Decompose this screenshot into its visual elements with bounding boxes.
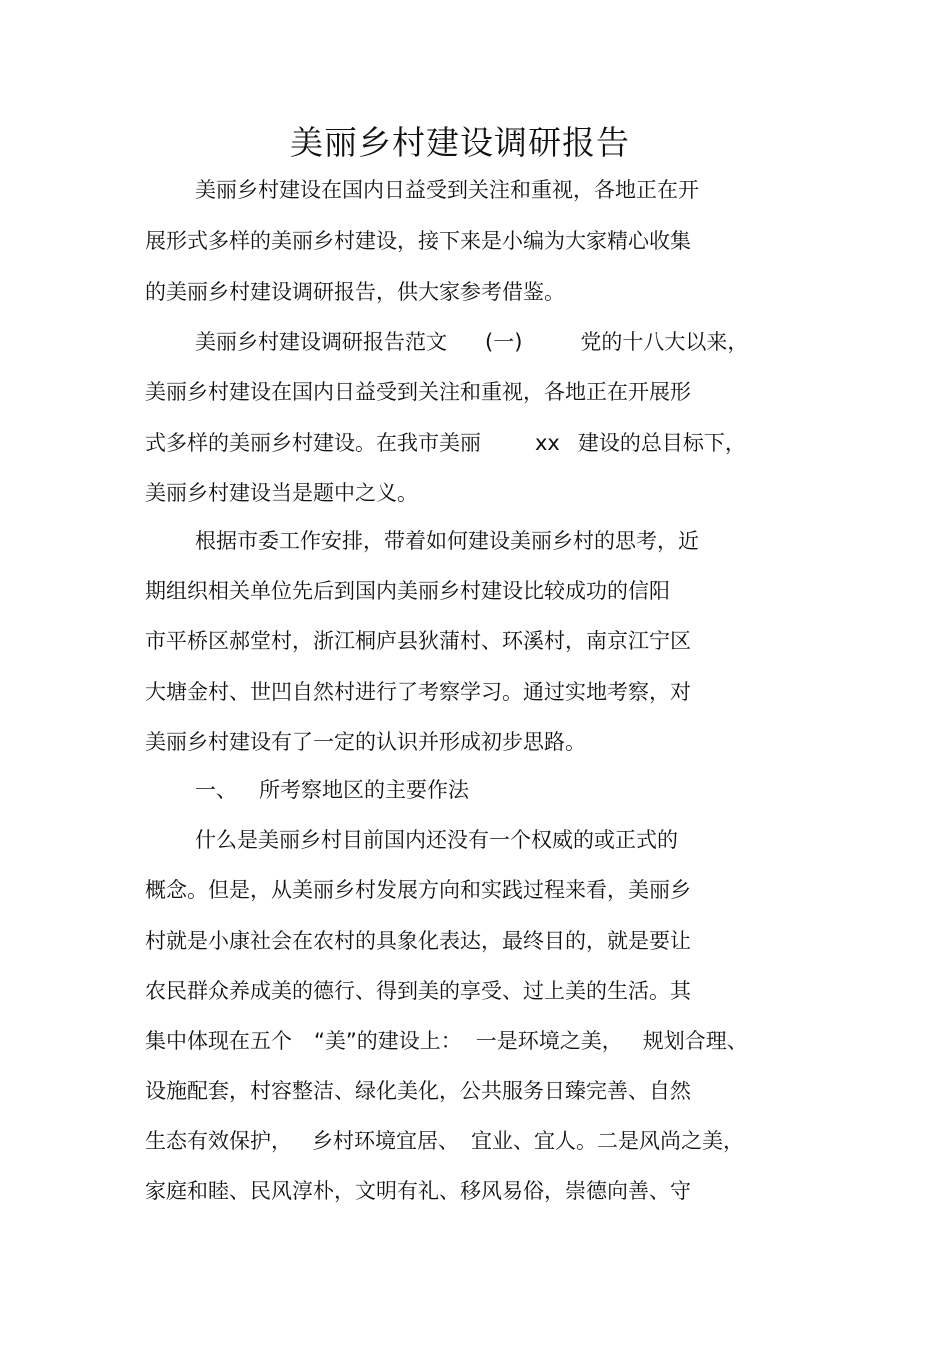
line-segment: 生态有效保护，	[145, 1129, 292, 1153]
paragraph-line: 根据市委工作安排，带着如何建设美丽乡村的思考，近	[195, 529, 699, 553]
paragraph-line	[145, 428, 746, 458]
paragraph-line	[195, 327, 748, 357]
paragraph-line: 市平桥区郝堂村，浙江桐庐县狄蒲村、环溪村，南京江宁区	[145, 629, 691, 653]
section-heading	[195, 775, 469, 805]
line-segment: (一)	[485, 330, 523, 354]
line-segment: 式多样的美丽乡村建设。在我市美丽	[145, 431, 481, 455]
paragraph-line: 家庭和睦、民风淳朴，文明有礼、移风易俗，崇德向善、守	[145, 1179, 691, 1203]
line-segment: “美”的建设上：	[314, 1029, 462, 1053]
paragraph-line	[145, 1126, 744, 1156]
paragraph-line: 美丽乡村建设在国内日益受到关注和重视，各地正在开	[195, 178, 699, 202]
paragraph-line: 大塘金村、世凹自然村进行了考察学习。通过实地考察，对	[145, 680, 691, 704]
line-segment: 建设的总目标下，	[577, 431, 746, 455]
paragraph-line: 村就是小康社会在农村的具象化表达，最终目的，就是要让	[145, 929, 691, 953]
line-segment: 宜业、宜人。二是风尚之美，	[471, 1129, 744, 1153]
line-segment: 规划合理、	[642, 1029, 748, 1053]
line-segment: 乡村环境宜居、	[312, 1129, 459, 1153]
paragraph-line: 美丽乡村建设在国内日益受到关注和重视，各地正在开展形	[145, 380, 691, 404]
paragraph-line: 展形式多样的美丽乡村建设，接下来是小编为大家精心收集	[145, 229, 691, 253]
section-title: 所考察地区的主要作法	[259, 778, 469, 802]
line-segment: 一是环境之美，	[475, 1029, 623, 1053]
line-segment: xx	[535, 431, 560, 455]
paragraph-line: 概念。但是，从美丽乡村发展方向和实践过程来看，美丽乡	[145, 878, 691, 902]
paragraph-line: 美丽乡村建设有了一定的认识并形成初步思路。	[145, 730, 586, 754]
paragraph-line: 什么是美丽乡村目前国内还没有一个权威的或正式的	[195, 828, 678, 852]
section-number: 一、	[195, 778, 237, 802]
paragraph-line: 美丽乡村建设当是题中之义。	[145, 481, 418, 505]
paragraph-line: 期组织相关单位先后到国内美丽乡村建设比较成功的信阳	[145, 579, 670, 603]
paragraph-line	[145, 1026, 748, 1056]
line-segment: 党的十八大以来，	[580, 330, 749, 354]
document-title: 美丽乡村建设调研报告	[290, 123, 630, 162]
paragraph-line: 农民群众养成美的德行、得到美的享受、过上美的生活。其	[145, 979, 691, 1003]
line-segment: 集中体现在五个	[145, 1029, 292, 1053]
paragraph-line: 的美丽乡村建设调研报告，供大家参考借鉴。	[145, 280, 565, 304]
line-segment: 美丽乡村建设调研报告范文	[195, 330, 447, 354]
paragraph-line: 设施配套，村容整洁、绿化美化，公共服务日臻完善、自然	[145, 1079, 691, 1103]
